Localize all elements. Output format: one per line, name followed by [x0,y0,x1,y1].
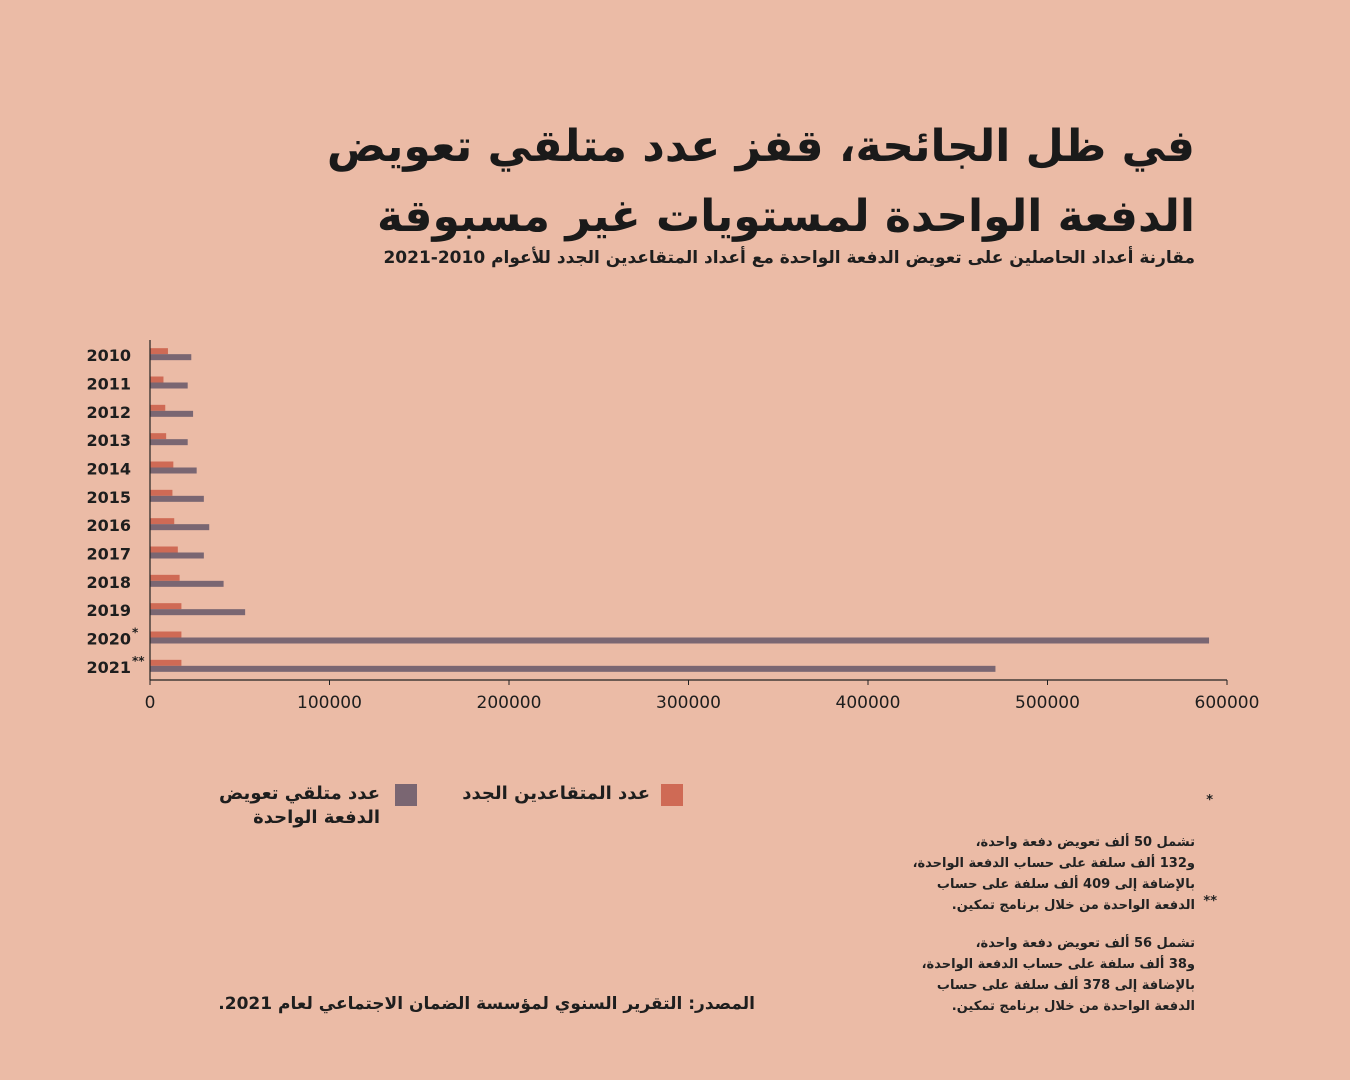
bar-retirees-2015 [150,490,172,496]
bar-payout-2019 [150,609,245,615]
bar-retirees-2012 [150,405,165,411]
x-tick-label-500000: 500000 [1015,693,1080,713]
bar-payout-2020 [150,638,1209,644]
bar-retirees-2013 [150,433,166,439]
chart-subtitle: مقارنة أعداد الحاصلين على تعويض الدفعة الواحدة مع أعداد المتقاعدين الجدد للأعوام 2010-2021 [383,248,1195,268]
y-tick-label-2012: 2012 [86,402,131,422]
legend-swatch-retirees [661,784,683,806]
legend-label-payout-line2: الدفعة الواحدة [253,807,380,828]
bar-payout-2015 [150,496,204,502]
footnote-2020-text: تشمل 50 ألف تعويض دفعة واحدة، و132 ألف سلفة على حساب الدفعة الواحدة، بالإضافة إلى 409 ألف سلفة على حساب الدفعة الواحدة من خلال برنامج تمكين. [912,835,1195,913]
legend-label-retirees: عدد المتقاعدين الجدد [462,783,650,804]
bar-retirees-2021 [150,660,181,666]
bar-payout-2014 [150,468,197,474]
bar-retirees-2020 [150,632,181,638]
legend-swatch-payout [395,784,417,806]
y-tick-label-2013: 2013 [86,431,131,451]
y-tick-label-2020: 2020 [86,629,131,649]
bar-payout-2018 [150,581,224,587]
y-tick-label-2010: 2010 [86,346,131,366]
footnote-2020-mark: * [1206,793,1213,808]
footnote-2021-text: تشمل 56 ألف تعويض دفعة واحدة، و38 ألف سلفة على حساب الدفعة الواحدة، بالإضافة إلى 378 ألف سلفة على حساب الدفعة الواحدة من خلال برنامج تمكين. [921,936,1195,1014]
bar-retirees-2016 [150,518,174,524]
legend-label-payout [160,782,380,830]
title-line-2: الدفعة الواحدة لمستويات غير مسبوقة [376,191,1195,242]
y-tick-label-2011: 2011 [86,374,131,394]
y-tick-label-2019: 2019 [86,601,131,621]
y-tick-label-2021: 2021 [86,657,131,677]
x-tick-label-300000: 300000 [656,693,721,713]
x-tick-label-100000: 100000 [297,693,362,713]
bar-retirees-2018 [150,575,180,581]
x-tick-label-600000: 600000 [1194,693,1260,713]
bar-retirees-2017 [150,547,178,553]
y-tick-label-2014: 2014 [86,459,131,479]
y-tick-mark-2020: * [132,625,139,640]
bar-payout-2010 [150,354,191,360]
legend-label-payout-line1: عدد متلقي تعويض [219,783,380,804]
bar-payout-2011 [150,383,188,389]
bar-payout-2013 [150,439,188,445]
y-tick-label-2016: 2016 [86,516,131,536]
y-tick-label-2018: 2018 [86,572,131,592]
bar-retirees-2010 [150,348,168,354]
footnote-2021 [800,891,1217,1017]
bar-retirees-2011 [150,377,163,383]
bar-retirees-2019 [150,603,181,609]
x-tick-label-400000: 400000 [835,693,901,713]
footnote-2021-mark: ** [1203,894,1217,909]
x-tick-label-200000: 200000 [476,693,542,713]
bar-payout-2012 [150,411,193,417]
y-tick-label-2017: 2017 [86,544,131,564]
bar-payout-2017 [150,553,204,559]
bar-payout-2021 [150,666,995,672]
x-tick-label-0: 0 [144,693,156,713]
bar-retirees-2014 [150,462,173,468]
title-line-1: في ظل الجائحة، قفز عدد متلقي تعويض [326,121,1195,172]
y-tick-label-2015: 2015 [86,487,131,507]
source-note: المصدر: التقرير السنوي لمؤسسة الضمان الاجتماعي لعام 2021. [218,994,755,1014]
bar-payout-2016 [150,524,209,530]
y-tick-mark-2021: ** [132,653,145,668]
